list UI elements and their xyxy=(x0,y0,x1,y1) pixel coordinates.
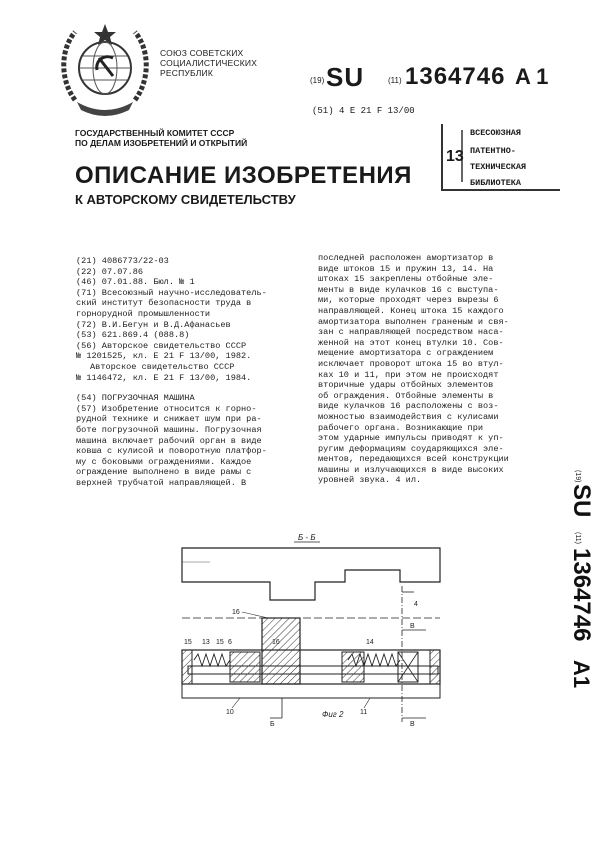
union-line: РЕСПУБЛИК xyxy=(160,68,214,78)
abstract-line: штоках 15 закреплены отбойные эле- xyxy=(318,274,494,285)
label-v-top: В xyxy=(410,623,415,630)
abstract-line: уровней звука. 4 ил. xyxy=(318,475,422,486)
document-title: ОПИСАНИЕ ИЗОБРЕТЕНИЯ xyxy=(75,162,412,189)
biblio-line: горнорудной промышленности xyxy=(76,308,211,319)
invention-title: (54) ПОГРУЗОЧНАЯ МАШИНА xyxy=(76,393,195,404)
stamp-line: БИБЛИОТЕКА xyxy=(470,178,522,188)
biblio-line: № 1201525, кл. E 21 F 13/00, 1982. xyxy=(76,351,252,362)
abstract-line: об ограждения. Отбойные элементы в xyxy=(318,390,494,401)
abstract-line: боте погрузочной машины. Погрузочная xyxy=(76,424,262,435)
abstract-line: можностью взаимодействия с кулисами xyxy=(318,411,499,422)
label-15b: 15 xyxy=(216,639,224,646)
biblio-line: Авторское свидетельство СССР xyxy=(90,361,235,372)
biblio-line: (53) 621.869.4 (088.8) xyxy=(76,330,190,341)
biblio-line: (21) 4086773/22-03 xyxy=(76,256,169,266)
abstract-line: направляющей. Конец штока 15 каждого xyxy=(318,305,504,316)
abstract-line: (57) Изобретение относится к горно- xyxy=(76,403,257,414)
abstract-line: этом ударные импульсы приводят к уп- xyxy=(318,433,504,444)
ipc-class: E 21 F 13/00 xyxy=(349,106,415,116)
biblio-line: (71) Всесоюзный научно-исследователь- xyxy=(76,287,267,298)
union-name xyxy=(160,48,257,78)
label-15: 15 xyxy=(184,639,192,646)
section-label: Б - Б xyxy=(298,533,316,542)
stamp-line: ПАТЕНТНО- xyxy=(470,146,516,156)
stamp-line: ВСЕСОЮЗНАЯ xyxy=(470,128,522,138)
abstract-line: верхней трубчатой направляющей. В xyxy=(76,477,247,488)
abstract-line: ковша с кулисой и поворотную платфор- xyxy=(76,446,267,457)
abstract-line: машины и излучающихся в виде высоких xyxy=(318,464,504,475)
technical-drawing xyxy=(170,532,460,727)
label-10: 10 xyxy=(226,709,234,716)
abstract-line: рабочего органа. Возникающие при xyxy=(318,422,484,433)
side-kind: A1 xyxy=(569,660,594,689)
abstract-line: исключает проворот штока 15 во втул- xyxy=(318,358,504,369)
abstract-line: ках 10 и 11, при этом не происходят xyxy=(318,369,499,380)
side-patent-number xyxy=(548,470,595,690)
label-4: 4 xyxy=(414,601,418,608)
country-code: SU xyxy=(326,62,365,92)
side-code-11: (11) xyxy=(574,532,581,544)
biblio-line: (56) Авторское свидетельство СССР xyxy=(76,340,247,351)
figure-label: Фиг 2 xyxy=(322,710,344,719)
side-code-19: (19) xyxy=(574,470,581,483)
biblio-line: № 1146472, кл. E 21 F 13/00, 1984. xyxy=(76,372,252,383)
library-stamp xyxy=(440,122,562,192)
union-line: СОЦИАЛИСТИЧЕСКИХ xyxy=(160,58,258,68)
biblio-line: (46) 07.01.88. Бюл. № 1 xyxy=(76,277,195,288)
biblio-line: ский институт безопасности труда в xyxy=(76,298,252,309)
committee-line: ПО ДЕЛАМ ИЗОБРЕТЕНИЙ И ОТКРЫТИЙ xyxy=(75,138,248,148)
left-column xyxy=(76,256,291,488)
abstract-line: ментов, передающихся всей конструкции xyxy=(318,454,509,465)
stamp-number: 13 xyxy=(446,148,464,165)
code-11: (11) xyxy=(388,76,402,85)
abstract-line: зан с направляющей посредством наса- xyxy=(318,327,504,338)
abstract-line: женной на этот конец втулки 10. Сов- xyxy=(318,337,504,348)
union-line: СОЮЗ СОВЕТСКИХ xyxy=(160,48,244,58)
code-19: (19) xyxy=(310,76,325,85)
kind-code: A 1 xyxy=(515,64,549,89)
abstract-line: ругим деформациям соударяющихся эле- xyxy=(318,443,504,454)
patent-number: 1364746 xyxy=(405,63,506,90)
right-column xyxy=(318,253,528,486)
label-16b: 16 xyxy=(272,639,280,646)
side-number: 1364746 xyxy=(568,548,595,642)
abstract-line: рудной технике и снижает шум при ра- xyxy=(76,414,262,425)
label-v-bottom: В xyxy=(410,721,415,728)
label-b-bottom: Б xyxy=(270,721,275,728)
ussr-emblem xyxy=(55,20,155,120)
ipc-code: (51) 4 xyxy=(312,106,345,116)
abstract-line: ми, которые проходят через вырезы 6 xyxy=(318,295,499,306)
label-16: 16 xyxy=(232,609,240,616)
document-subtitle: К АВТОРСКОМУ СВИДЕТЕЛЬСТВУ xyxy=(75,192,296,207)
abstract-line: последней расположен амортизатор в xyxy=(318,253,494,263)
abstract-line: мещение амортизатора с ограждением xyxy=(318,348,494,359)
abstract-line: виде кулачков 16 расположены с воз- xyxy=(318,401,499,412)
label-6: 6 xyxy=(228,639,232,646)
abstract-line: амортизатора выполнен граненым и свя- xyxy=(318,316,509,327)
label-13: 13 xyxy=(202,639,210,646)
abstract-line: менты в виде кулачков 16 с выступа- xyxy=(318,284,499,295)
biblio-line: (22) 07.07.86 xyxy=(76,266,144,277)
patent-number-line xyxy=(310,62,580,92)
abstract-line: ограждение выполнено в виде рамы с xyxy=(76,467,252,478)
committee-line: ГОСУДАРСТВЕННЫЙ КОМИТЕТ СССР xyxy=(75,128,235,138)
side-country: SU xyxy=(568,484,595,518)
label-14: 14 xyxy=(366,639,374,646)
abstract-line: вторичные удары отбойных элементов xyxy=(318,380,494,391)
label-11: 11 xyxy=(360,709,368,716)
biblio-line: (72) В.И.Бегун и В.Д.Афанасьев xyxy=(76,319,231,330)
abstract-line: машина включает рабочий орган в виде xyxy=(76,435,262,446)
abstract-line: му с боковыми ограждениями. Каждое xyxy=(76,456,252,467)
abstract-line: виде штоков 15 и пружин 13, 14. На xyxy=(318,263,494,274)
stamp-line: ТЕХНИЧЕСКАЯ xyxy=(470,162,527,172)
committee-name xyxy=(75,128,247,148)
ipc-line xyxy=(312,106,415,116)
